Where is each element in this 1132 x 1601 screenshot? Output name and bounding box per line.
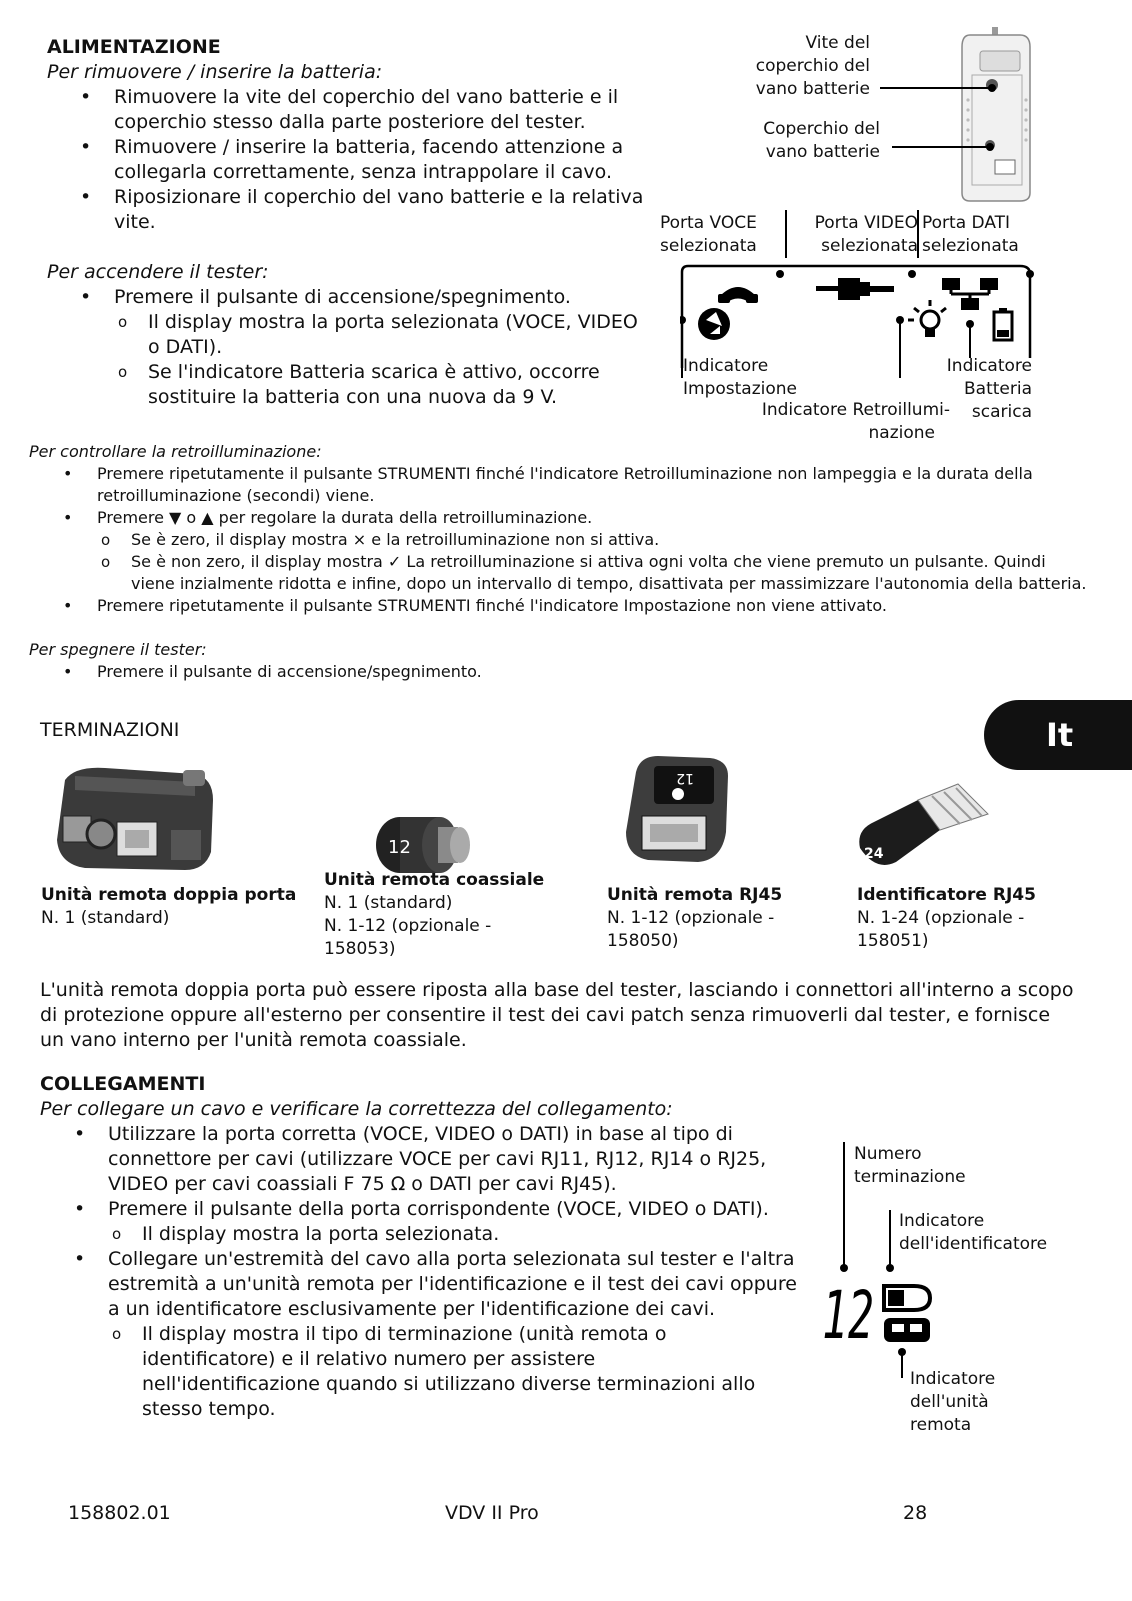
footer-code: 158802.01 [68, 1502, 171, 1524]
power-on-title: Per accendere il tester: [47, 261, 269, 283]
language-tab: It [984, 700, 1132, 770]
port-video-label: Porta VIDEO selezionata [814, 213, 918, 256]
retro-title: Per controllare la retroilluminazione: [29, 442, 322, 461]
setup-indicator-label: Indicatore Impostazione [683, 356, 797, 399]
list-item [114, 285, 664, 410]
rj45-remote-caption: Unità remota RJ45 N. 1-12 (opzionale - 158050) [607, 885, 783, 951]
collegamenti-item2: Premere il pulsante della porta corrispondente (VOCE, VIDEO o DATI). [108, 1198, 769, 1220]
rj45-identifier-image [848, 778, 998, 878]
svg-text:24: 24 [864, 846, 884, 862]
alimentazione-heading: ALIMENTAZIONE [47, 36, 221, 58]
list-item: o Il display mostra il tipo di terminazione (unità remota o identificatore) e il relativo numero per assistere nell'identificazione quando si utilizzano diverse terminazioni allo stesso tempo. [142, 1322, 772, 1422]
network-icon [942, 278, 998, 310]
retro-sublist [131, 529, 1089, 595]
terminazioni-heading: TERMINAZIONI [40, 719, 180, 741]
retro-item2: Premere ▼ o ▲ per regolare la durata della retroilluminazione. [97, 508, 593, 527]
list-item: o Il display mostra la porta selezionata. [142, 1222, 798, 1247]
dual-port-remote-image [45, 760, 225, 880]
list-item: • Premere ripetutamente il pulsante STRUMENTI finché l'indicatore Impostazione non viene attivato. [97, 595, 1089, 617]
spegnere-list [97, 661, 1089, 683]
termination-lcd-svg [820, 1138, 940, 1378]
list-item: o Se l'indicatore Batteria scarica è attivo, occorre sostituire la batteria con una nuova da 9 V. [148, 360, 648, 410]
rj45-identifier-caption: Identificatore RJ45 N. 1-24 (opzionale - 158051) [857, 885, 1036, 951]
alimentazione-section [47, 35, 667, 410]
list-item: o Se è non zero, il display mostra ✓ La retroilluminazione si attiva ogni volta che viene premuto un pulsante. Quindi viene inzialmente ridotta e infine, dopo un intervallo di tempo, disattivata per massimizzare l'autonomia della batteria. [131, 551, 1089, 595]
identifier-icon [884, 1286, 930, 1310]
svg-text:12: 12 [676, 770, 694, 786]
list-item: • Riposizionare il coperchio del vano batterie e la relativa vite. [114, 185, 664, 235]
power-on-list [114, 285, 664, 410]
retro-section [29, 441, 1089, 683]
list-item: o Il display mostra la porta selezionata (VOCE, VIDEO o DATI). [148, 310, 648, 360]
list-item: • Rimuovere / inserire la batteria, facendo attenzione a collegarla correttamente, senza intrappolare il cavo. [114, 135, 664, 185]
display-digits: 12 [822, 1277, 874, 1354]
list-item [108, 1197, 798, 1247]
list-item [108, 1247, 798, 1422]
retro-list [97, 463, 1089, 617]
collegamenti-section [40, 1072, 800, 1422]
setup-icon [698, 308, 730, 340]
collegamenti-heading: COLLEGAMENTI [40, 1073, 206, 1095]
power-on-sublist [148, 310, 648, 410]
list-item: • Rimuovere la vite del coperchio del vano batterie e il coperchio stesso dalla parte posteriore del tester. [114, 85, 664, 135]
remote-indicator-label: Indicatore dell'unità remota [910, 1369, 996, 1435]
phone-icon [718, 287, 758, 303]
backlight-indicator-label: Indicatore Retroillumi- nazione [761, 400, 950, 443]
list-item: • Premere il pulsante di accensione/spegnimento. [97, 661, 1089, 683]
list-item [97, 507, 1089, 595]
port-dati-label: Porta DATI selezionata [922, 213, 1019, 256]
spegnere-title: Per spegnere il tester: [29, 640, 207, 659]
battery-low-icon [994, 308, 1012, 340]
identifier-indicator-label: Indicatore dell'identificatore [899, 1211, 1048, 1254]
collegamenti-title: Per collegare un cavo e verificare la correttezza del collegamento: [40, 1098, 673, 1120]
list-item: • Premere ripetutamente il pulsante STRUMENTI finché l'indicatore Retroilluminazione non lampeggia e la durata della retroilluminazione (secondi) viene. [97, 463, 1089, 507]
tester-back-image [880, 25, 1040, 205]
collegamenti-item3: Collegare un'estremità del cavo alla porta selezionata sul tester e l'altra estremità a un'unità remota per l'identificazione e il test dei cavi oppure a un identificatore esclusivamente per l'identificazione dei cavi. [108, 1248, 797, 1320]
collegamenti-sublist-2 [142, 1222, 798, 1247]
cover-label: Coperchio del vano batterie [763, 119, 880, 162]
battery-indicator-label: Indicatore Batteria scarica [946, 356, 1032, 422]
list-item: o Se è zero, il display mostra × e la retroilluminazione non si attiva. [131, 529, 1089, 551]
terminazioni-paragraph: L'unità remota doppia porta può essere riposta alla base del tester, lasciando i connettori all'interno a scopo di protezione oppure all'esterno per consentire il test dei cavi patch senza rimuoverli dal tester, e fornisce un vano interno per l'unità remota coassiale. [40, 979, 1074, 1051]
coax-plug-icon [816, 278, 894, 300]
coax-caption: Unità remota coassiale N. 1 (standard) N. 1-12 (opzionale - 158053) [324, 870, 545, 959]
svg-text:12: 12 [388, 837, 411, 858]
remove-battery-list [114, 85, 664, 235]
termination-number-label: Numero terminazione [854, 1144, 966, 1187]
collegamenti-list [108, 1122, 798, 1422]
rj45-remote-image [618, 752, 738, 872]
collegamenti-sublist-3 [142, 1322, 772, 1422]
footer-product: VDV II Pro [445, 1502, 539, 1524]
list-item: • Utilizzare la porta corretta (VOCE, VIDEO o DATI) in base al tipo di connettore per cavi (utilizzare VOCE per cavi RJ11, RJ12, RJ14 o RJ25, VIDEO per cavi coassiali F 75 Ω o DATI per cavi RJ45). [108, 1122, 798, 1197]
dual-port-caption: Unità remota doppia porta N. 1 (standard) [41, 885, 297, 928]
port-voce-label: Porta VOCE selezionata [660, 213, 757, 256]
backlight-bulb-icon [908, 300, 946, 337]
remote-unit-icon [884, 1318, 930, 1342]
remove-battery-title: Per rimuovere / inserire la batteria: [47, 61, 383, 83]
screw-label: Vite del coperchio del vano batterie [755, 33, 870, 99]
power-on-item: Premere il pulsante di accensione/spegnimento. [114, 286, 571, 308]
lcd-display-diagram [680, 208, 1050, 378]
footer-page-number: 28 [903, 1502, 928, 1524]
